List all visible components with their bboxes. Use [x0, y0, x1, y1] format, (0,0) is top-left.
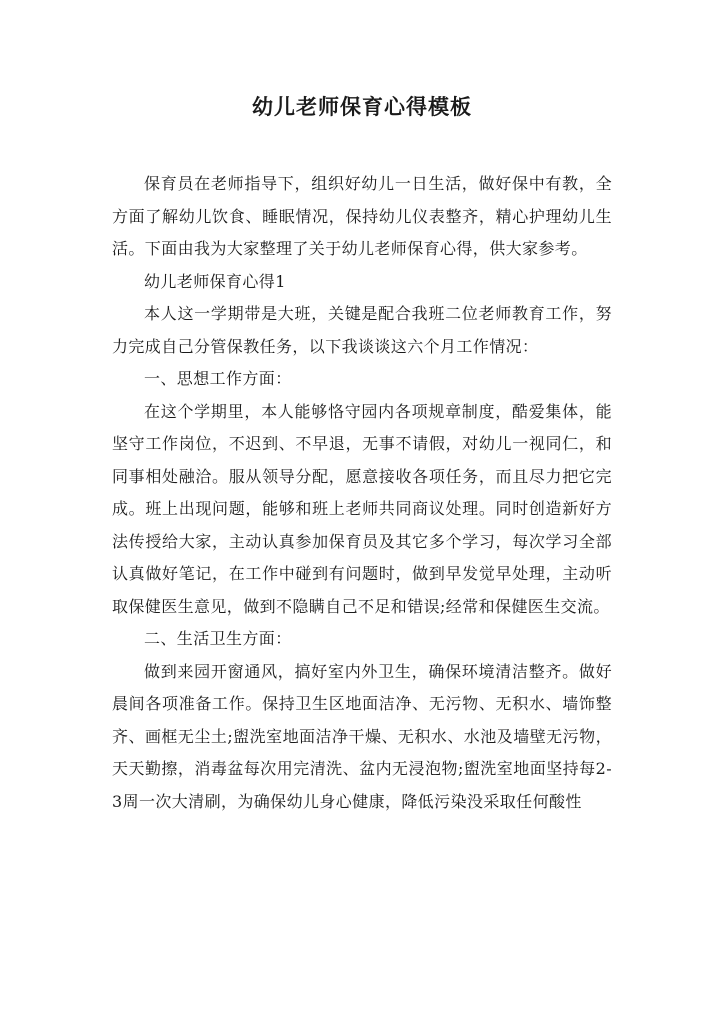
body-paragraph: 做到来园开窗通风，搞好室内外卫生，确保环境清洁整齐。做好晨间各项准备工作。保持卫生区地面洁净、无污物、无积水、墙饰整齐、画框无尘土;盥洗室地面洁净干燥、无积水、水池及墙壁无污物，天天勤擦，消毒盆每次用完清洗、盆内无浸泡物;盥洗室地面坚持每2-3周一次大清刷，为确保幼儿身心健康，降低污染没采取任何酸性: [112, 661, 612, 811]
subsection-heading-thought: 一、思想工作方面：: [144, 369, 292, 388]
document-title: 幼儿老师保育心得模板: [252, 94, 472, 119]
body-paragraph: 在这个学期里，本人能够恪守园内各项规章制度，酷爱集体，能坚守工作岗位，不迟到、不早退，无事不请假，对幼儿一视同仁，和同事相处融洽。服从领导分配，愿意接收各项任务，而且尽力把它完成。班上出现问题，能够和班上老师共同商议处理。同时创造新好方法传授给大家，主动认真参加保育员及其它多个学习，每次学习全部认真做好笔记，在工作中碰到有问题时，做到早发觉早处理，主动听取保健医生意见，做到不隐瞒自己不足和错误;经常和保健医生交流。: [112, 401, 612, 616]
body-paragraph: 本人这一学期带是大班，关键是配合我班二位老师教育工作，努力完成自己分管保教任务，以下我谈谈这六个月工作情况：: [112, 304, 612, 356]
intro-paragraph: 保育员在老师指导下，组织好幼儿一日生活，做好保中有教，全方面了解幼儿饮食、睡眠情况，保持幼儿仪表整齐，精心护理幼儿生活。下面由我为大家整理了关于幼儿老师保育心得，供大家参考。: [112, 174, 612, 258]
document-body: [112, 168, 612, 818]
section-heading-1: 幼儿老师保育心得1: [144, 271, 286, 291]
subsection-heading-hygiene: 二、生活卫生方面：: [144, 629, 292, 648]
